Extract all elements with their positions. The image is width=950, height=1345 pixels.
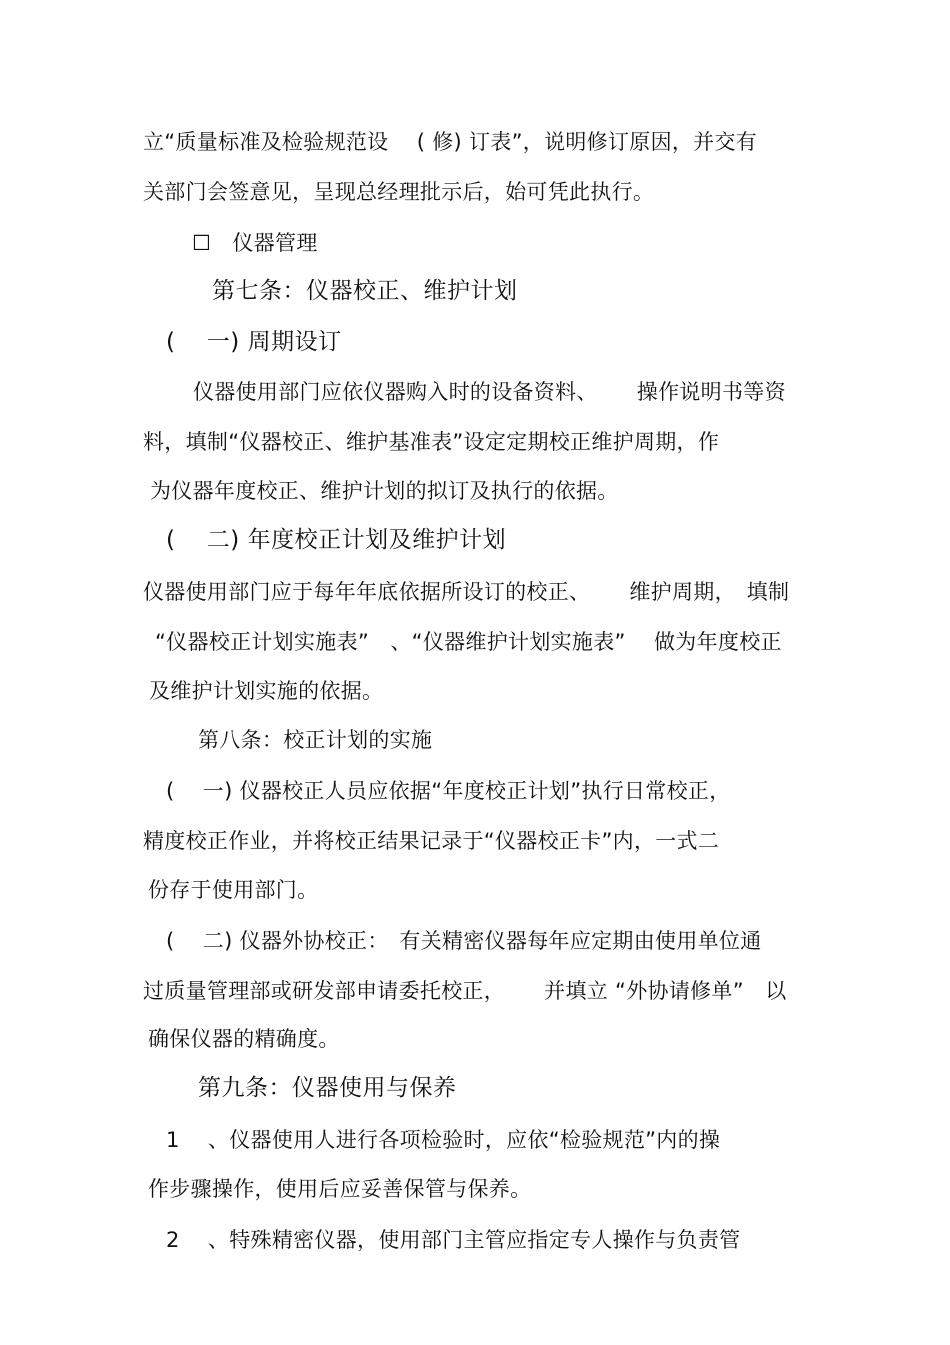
paragraph-line: 份存于使用部门。 xyxy=(148,878,319,902)
paragraph-line: 及维护计划实施的依据。 xyxy=(149,679,384,703)
paragraph-line: 立“质量标准及检验规范设 ( 修) 订表”，说明修订原因，并交有 xyxy=(143,130,758,154)
section-heading: ☐ 仪器管理 xyxy=(192,231,318,255)
paragraph-line: 为仪器年度校正、维护计划的拟订及执行的依据。 xyxy=(150,479,619,503)
article-heading: 第九条：仪器使用与保养 xyxy=(198,1075,457,1101)
paragraph-line: 精度校正作业，并将校正结果记录于“仪器校正卡”内，一式二 xyxy=(143,829,720,853)
article-heading: 第七条：仪器校正、维护计划 xyxy=(212,278,518,304)
paragraph-line: 关部门会签意见，呈现总经理批示后，始可凭此执行。 xyxy=(143,180,655,204)
paragraph-line: 作步骤操作，使用后应妥善保管与保养。 xyxy=(148,1177,532,1201)
subsection-heading: ( 二) 年度校正计划及维护计划 xyxy=(166,527,507,553)
paragraph-line: “仪器校正计划实施表” 、“仪器维护计划实施表” 做为年度校正 xyxy=(155,630,782,654)
paragraph-line: 2 、特殊精密仪器，使用部门主管应指定专人操作与负责管 xyxy=(166,1228,741,1252)
paragraph-line: 仪器使用部门应于每年年底依据所设订的校正、 维护周期， 填制 xyxy=(143,580,790,604)
paragraph-line: 确保仪器的精确度。 xyxy=(148,1027,340,1051)
article-heading: 第八条：校正计划的实施 xyxy=(198,728,433,752)
subsection-heading: ( 一) 周期设订 xyxy=(166,329,342,355)
paragraph-line: 过质量管理部或研发部申请委托校正， 并填立 “外协请修单” 以 xyxy=(143,979,787,1003)
paragraph-line: ( 一) 仪器校正人员应依据“年度校正计划”执行日常校正， xyxy=(166,779,731,803)
paragraph-line: 1 、仪器使用人进行各项检验时，应依“检验规范”内的操 xyxy=(166,1128,721,1152)
paragraph-line: 仪器使用部门应依仪器购入时的设备资料、 操作说明书等资 xyxy=(193,380,786,404)
paragraph-line: 料，填制“仪器校正、维护基准表”设定定期校正维护周期，作 xyxy=(143,430,720,454)
paragraph-line: ( 二) 仪器外协校正： 有关精密仪器每年应定期由使用单位通 xyxy=(166,929,762,953)
